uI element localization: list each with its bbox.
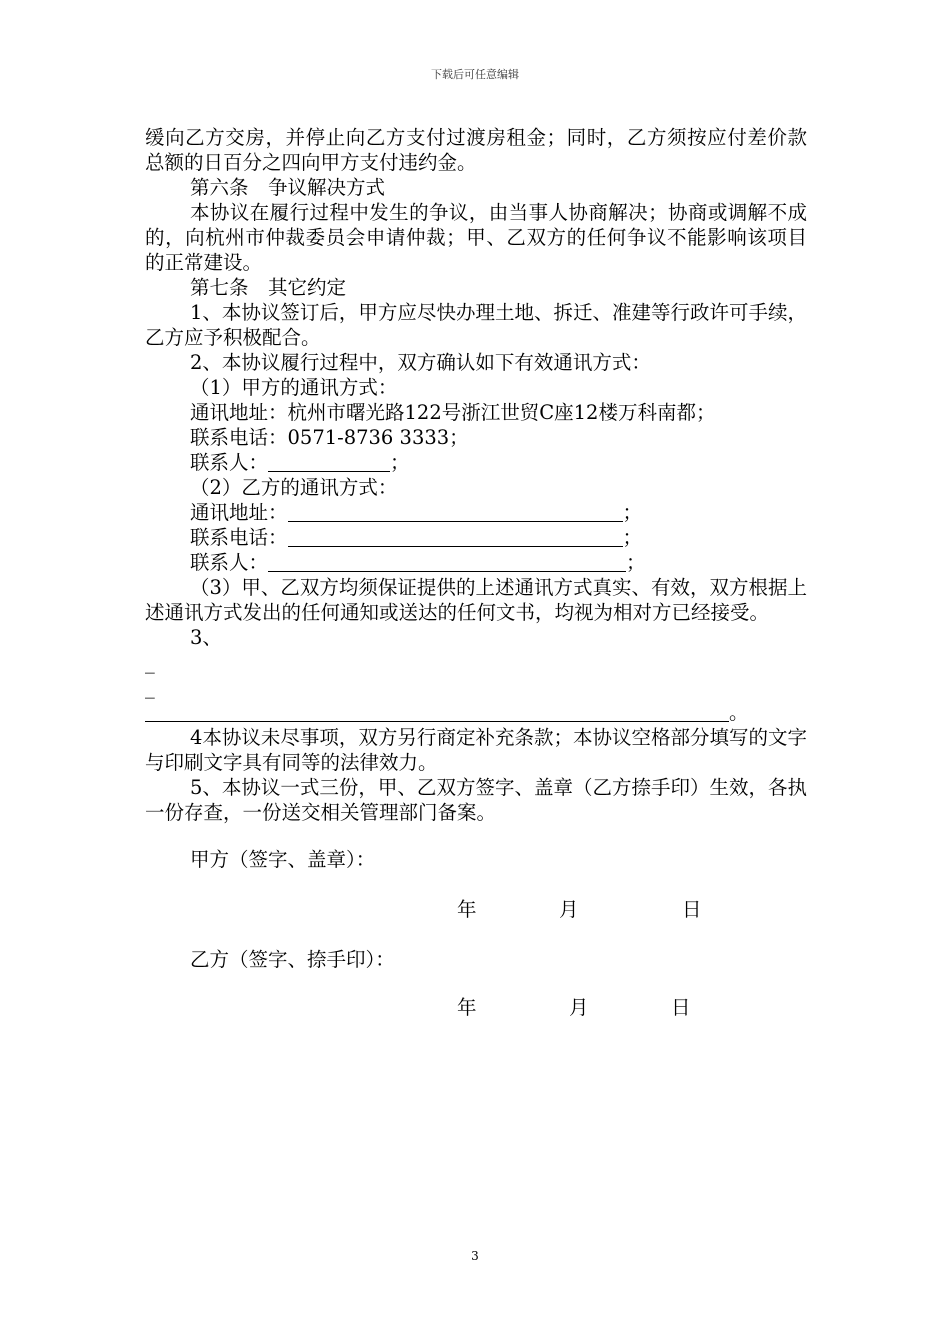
clause-3-blank-line-2: _ xyxy=(145,676,155,699)
party-b-address-label: 通讯地址： xyxy=(190,501,288,524)
clause-2-3: （3）甲、乙双方均须保证提供的上述通讯方式真实、有效，双方根据上述通讯方式发出的任何通知或送达的任何文书，均视为相对方已经接受。 xyxy=(145,576,807,624)
semicolon: ； xyxy=(622,501,643,524)
clause-1: 1、本协议签订后，甲方应尽快办理土地、拆迁、准建等行政许可手续，乙方应予积极配合。 xyxy=(145,301,807,349)
clause-3: 3、 xyxy=(190,626,222,649)
clause-2: 2、本协议履行过程中，双方确认如下有效通讯方式： xyxy=(190,351,651,374)
clause-4: 4本协议未尽事项，双方另行商定补充条款；本协议空格部分填写的文字与印刷文字具有同等的法律效力。 xyxy=(145,726,807,774)
month-label: 月 xyxy=(559,898,579,921)
party-b-signature: 乙方（签字、捺手印）： xyxy=(190,948,395,971)
party-a-signature: 甲方（签字、盖章）： xyxy=(190,848,376,871)
party-a-contact-title: （1）甲方的通讯方式： xyxy=(190,376,398,399)
party-b-contact-label: 联系人： xyxy=(190,551,269,574)
party-b-address-blank xyxy=(288,501,623,522)
party-a-address: 通讯地址：杭州市曙光路122号浙江世贸C座12楼万科南都； xyxy=(190,401,716,424)
spacer xyxy=(145,825,807,847)
document-body xyxy=(145,125,807,1020)
party-b-phone-label: 联系电话： xyxy=(190,526,288,549)
day-label: 日 xyxy=(671,996,691,1019)
page-number: 3 xyxy=(471,1249,479,1263)
party-a-contact-blank xyxy=(268,451,390,472)
party-b-contact-person xyxy=(145,550,807,575)
article-6-body: 本协议在履行过程中发生的争议，由当事人协商解决；协商或调解不成的，向杭州市仲裁委员会申请仲裁；甲、乙双方的任何争议不能影响该项目的正常建设。 xyxy=(145,201,807,274)
party-b-date xyxy=(145,995,807,1020)
article-7-title: 第七条 其它约定 xyxy=(190,276,347,299)
clause-5: 5、本协议一式三份，甲、乙双方签字、盖章（乙方捺手印）生效，各执一份存查，一份送交相关管理部门备案。 xyxy=(145,776,807,824)
party-b-contact-blank xyxy=(268,551,626,572)
year-label: 年 xyxy=(457,996,477,1019)
article-6-title: 第六条 争议解决方式 xyxy=(190,176,386,199)
semicolon: ； xyxy=(390,451,410,474)
month-label: 月 xyxy=(569,996,589,1019)
party-a-contact-label: 联系人： xyxy=(190,451,269,474)
spacer xyxy=(145,872,807,897)
party-b-address xyxy=(145,500,807,525)
party-a-phone: 联系电话：0571-8736 3333； xyxy=(190,426,469,449)
spacer xyxy=(145,972,807,995)
spacer xyxy=(145,922,807,947)
party-b-phone xyxy=(145,525,807,550)
semicolon: ； xyxy=(626,551,646,574)
period: 。 xyxy=(729,701,749,724)
clause-3-blank-line-3 xyxy=(145,700,807,725)
clause-3-blank-line-1: _ xyxy=(145,651,155,674)
paragraph-penalty: 缓向乙方交房，并停止向乙方支付过渡房租金；同时，乙方须按应付差价款总额的日百分之四向甲方支付违约金。 xyxy=(145,126,807,174)
party-b-phone-blank xyxy=(288,526,623,547)
semicolon: ； xyxy=(622,526,643,549)
party-b-contact-title: （2）乙方的通讯方式： xyxy=(190,476,398,499)
party-a-date xyxy=(145,897,807,922)
year-label: 年 xyxy=(457,898,477,921)
party-a-contact-person xyxy=(145,450,807,475)
clause-3-blank xyxy=(145,701,729,722)
day-label: 日 xyxy=(682,898,702,921)
page-header: 下载后可任意编辑 xyxy=(431,68,519,81)
